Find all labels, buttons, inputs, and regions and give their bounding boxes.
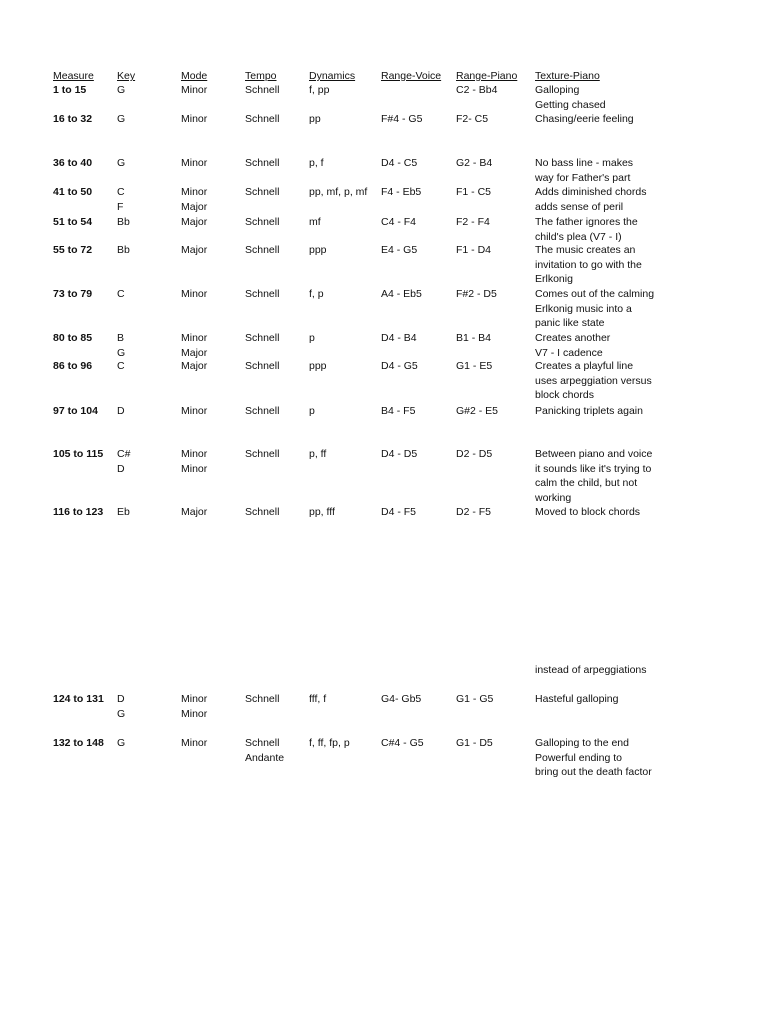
cell-mode-line: Minor bbox=[181, 462, 208, 475]
cell-tempo-line: Schnell bbox=[245, 84, 280, 96]
cell-tempo-line: Schnell bbox=[245, 360, 280, 372]
cell-key-line: C bbox=[117, 186, 125, 198]
cell-key-line: B bbox=[117, 332, 125, 344]
cell-mode-line: Major bbox=[181, 506, 208, 518]
cell-texture-line: Powerful ending to bbox=[535, 751, 622, 764]
cell-texture bbox=[535, 505, 640, 520]
cell-range-voice: B4 - F5 bbox=[381, 405, 416, 417]
cell-key bbox=[117, 156, 125, 171]
cell-measure: 116 to 123 bbox=[53, 506, 104, 518]
cell-range-piano: D2 - D5 bbox=[456, 448, 493, 460]
cell-texture bbox=[535, 331, 610, 360]
header-key: Key bbox=[117, 70, 136, 82]
cell-texture-line: Galloping bbox=[535, 84, 580, 96]
cell-mode bbox=[181, 287, 207, 302]
cell-key-line: G bbox=[117, 707, 126, 720]
cell-texture-line: invitation to go with the bbox=[535, 258, 642, 271]
cell-key bbox=[117, 404, 125, 419]
cell-key-line: G bbox=[117, 84, 126, 96]
cell-tempo-line: Schnell bbox=[245, 332, 280, 344]
cell-range-piano: F1 - D4 bbox=[456, 244, 492, 256]
cell-mode-line: Minor bbox=[181, 84, 208, 96]
cell-key bbox=[117, 331, 125, 360]
cell-tempo bbox=[245, 185, 279, 200]
cell-range-piano: G1 - D5 bbox=[456, 737, 493, 749]
cell-texture-line: way for Father's part bbox=[535, 171, 631, 184]
cell-mode-line: Minor bbox=[181, 693, 208, 705]
cell-range-voice: F4 - Eb5 bbox=[381, 186, 422, 198]
cell-texture-line: Creates a playful line bbox=[535, 360, 634, 372]
header-tempo: Tempo bbox=[245, 70, 277, 82]
cell-key-line: D bbox=[117, 693, 125, 705]
cell-measure: 1 to 15 bbox=[53, 84, 87, 96]
cell-texture bbox=[535, 736, 652, 780]
header-dynamics: Dynamics bbox=[309, 70, 356, 82]
cell-key-line: C bbox=[117, 288, 125, 300]
cell-texture bbox=[535, 243, 642, 287]
cell-dynamics: p bbox=[309, 332, 315, 344]
cell-range-voice: D4 - G5 bbox=[381, 360, 418, 372]
cell-tempo-line: Schnell bbox=[245, 288, 280, 300]
cell-key-line: G bbox=[117, 157, 126, 169]
cell-tempo-line: Schnell bbox=[245, 216, 280, 228]
cell-measure: 73 to 79 bbox=[53, 288, 93, 300]
cell-range-voice: D4 - F5 bbox=[381, 506, 417, 518]
cell-mode bbox=[181, 215, 207, 230]
cell-measure: 55 to 72 bbox=[53, 244, 93, 256]
cell-key bbox=[117, 185, 125, 214]
cell-texture-line: child's plea (V7 - I) bbox=[535, 230, 622, 243]
cell-dynamics: mf bbox=[309, 216, 321, 228]
cell-tempo-line: Andante bbox=[245, 751, 285, 764]
cell-measure: 80 to 85 bbox=[53, 332, 93, 344]
cell-mode bbox=[181, 185, 207, 214]
cell-texture bbox=[535, 692, 618, 707]
cell-texture-line: Comes out of the calming bbox=[535, 288, 655, 300]
cell-texture bbox=[535, 215, 638, 244]
cell-texture-line: Galloping to the end bbox=[535, 737, 629, 749]
cell-key-line: F bbox=[117, 200, 124, 213]
cell-dynamics: f, p bbox=[309, 288, 324, 300]
cell-texture-line: The father ignores the bbox=[535, 216, 638, 228]
cell-key bbox=[117, 83, 125, 98]
cell-texture-line: Moved to block chords bbox=[535, 506, 641, 518]
header-range-voice: Range-Voice bbox=[381, 70, 442, 82]
cell-dynamics: p, ff bbox=[309, 448, 327, 460]
cell-texture bbox=[535, 156, 633, 185]
cell-dynamics: ppp bbox=[309, 244, 327, 256]
cell-tempo bbox=[245, 112, 279, 127]
cell-texture bbox=[535, 287, 654, 331]
cell-texture-line: Creates another bbox=[535, 332, 611, 344]
cell-measure: 132 to 148 bbox=[53, 737, 104, 749]
cell-range-voice: A4 - Eb5 bbox=[381, 288, 422, 300]
cell-range-voice: D4 - B4 bbox=[381, 332, 417, 344]
cell-texture-line: Erlkonig bbox=[535, 273, 573, 285]
cell-texture-line: Hasteful galloping bbox=[535, 693, 619, 705]
cell-mode bbox=[181, 331, 207, 360]
cell-mode bbox=[181, 736, 207, 751]
cell-range-voice: C#4 - G5 bbox=[381, 737, 424, 749]
cell-range-piano: C2 - Bb4 bbox=[456, 84, 498, 96]
cell-measure: 124 to 131 bbox=[53, 693, 104, 705]
cell-tempo bbox=[245, 505, 279, 520]
cell-key-line: D bbox=[117, 405, 125, 417]
header-texture-piano: Texture-Piano bbox=[535, 70, 600, 82]
cell-range-piano: G2 - B4 bbox=[456, 157, 493, 169]
cell-key bbox=[117, 359, 125, 374]
cell-key bbox=[117, 692, 125, 721]
cell-range-voice: D4 - C5 bbox=[381, 157, 418, 169]
cell-range-voice: C4 - F4 bbox=[381, 216, 417, 228]
cell-texture-line: it sounds like it's trying to bbox=[535, 462, 652, 475]
cell-mode-line: Minor bbox=[181, 332, 208, 344]
cell-tempo bbox=[245, 447, 279, 462]
cell-measure: 41 to 50 bbox=[53, 186, 93, 198]
cell-mode-line: Major bbox=[181, 244, 208, 256]
cell-measure: 105 to 115 bbox=[53, 448, 104, 460]
cell-texture bbox=[535, 447, 652, 505]
cell-key bbox=[117, 447, 130, 476]
cell-key bbox=[117, 505, 130, 520]
cell-dynamics: pp bbox=[309, 113, 321, 125]
cell-texture-line: Erlkonig music into a bbox=[535, 302, 632, 315]
cell-tempo bbox=[245, 404, 279, 419]
cell-mode-line: Minor bbox=[181, 186, 208, 198]
cell-texture-line: Panicking triplets again bbox=[535, 405, 643, 417]
header-mode: Mode bbox=[181, 70, 208, 82]
cell-mode-line: Minor bbox=[181, 405, 208, 417]
cell-tempo-line: Schnell bbox=[245, 186, 280, 198]
cell-mode bbox=[181, 156, 207, 171]
cell-key-line: G bbox=[117, 737, 126, 749]
cell-range-piano: F2 - F4 bbox=[456, 216, 490, 228]
cell-mode-line: Major bbox=[181, 200, 208, 213]
cell-texture-line: No bass line - makes bbox=[535, 157, 634, 169]
cell-range-piano: F1 - C5 bbox=[456, 186, 492, 198]
cell-mode bbox=[181, 243, 207, 258]
cell-mode-line: Minor bbox=[181, 157, 208, 169]
header-measure: Measure bbox=[53, 70, 94, 82]
cell-dynamics: fff, f bbox=[309, 693, 327, 705]
cell-texture-line: working bbox=[535, 491, 572, 504]
cell-texture-line: V7 - I cadence bbox=[535, 346, 603, 359]
cell-texture-line: Getting chased bbox=[535, 98, 606, 111]
cell-key-line: G bbox=[117, 346, 126, 359]
cell-mode bbox=[181, 447, 207, 476]
cell-texture-line: The music creates an bbox=[535, 244, 636, 256]
cell-dynamics: f, pp bbox=[309, 84, 330, 96]
cell-tempo-line: Schnell bbox=[245, 737, 280, 749]
cell-dynamics: p bbox=[309, 405, 315, 417]
cell-measure: 36 to 40 bbox=[53, 157, 93, 169]
cell-tempo bbox=[245, 331, 279, 346]
cell-texture-line: instead of arpeggiations bbox=[535, 664, 647, 676]
cell-mode-line: Minor bbox=[181, 707, 208, 720]
cell-key bbox=[117, 287, 125, 302]
cell-texture-line: uses arpeggiation versus bbox=[535, 374, 652, 387]
cell-texture bbox=[535, 404, 643, 419]
cell-tempo bbox=[245, 736, 284, 765]
cell-measure: 86 to 96 bbox=[53, 360, 93, 372]
cell-tempo-line: Schnell bbox=[245, 693, 280, 705]
cell-tempo bbox=[245, 692, 279, 707]
cell-key-line: Bb bbox=[117, 216, 130, 228]
cell-range-piano: F#2 - D5 bbox=[456, 288, 497, 300]
cell-key-line: G bbox=[117, 113, 126, 125]
cell-mode-line: Major bbox=[181, 216, 208, 228]
cell-range-piano: G#2 - E5 bbox=[456, 405, 499, 417]
cell-range-piano: D2 - F5 bbox=[456, 506, 492, 518]
cell-texture bbox=[535, 663, 647, 678]
cell-mode bbox=[181, 404, 207, 419]
cell-texture-line: calm the child, but not bbox=[535, 477, 638, 489]
cell-measure: 51 to 54 bbox=[53, 216, 93, 228]
cell-tempo-line: Schnell bbox=[245, 113, 280, 125]
cell-key-line: Eb bbox=[117, 506, 130, 518]
cell-mode bbox=[181, 505, 207, 520]
cell-dynamics: f, ff, fp, p bbox=[309, 737, 350, 749]
cell-dynamics: pp, mf, p, mf bbox=[309, 186, 368, 198]
cell-range-piano: F2- C5 bbox=[456, 113, 489, 125]
cell-key-line: D bbox=[117, 462, 125, 475]
cell-texture bbox=[535, 185, 646, 214]
cell-key bbox=[117, 243, 130, 258]
cell-texture bbox=[535, 83, 606, 112]
cell-key-line: C bbox=[117, 360, 125, 372]
cell-mode bbox=[181, 83, 207, 98]
cell-measure: 16 to 32 bbox=[53, 113, 93, 125]
cell-range-piano: B1 - B4 bbox=[456, 332, 492, 344]
cell-range-voice: D4 - D5 bbox=[381, 448, 418, 460]
cell-key-line: C# bbox=[117, 448, 131, 460]
cell-mode bbox=[181, 692, 207, 721]
cell-range-piano: G1 - G5 bbox=[456, 693, 494, 705]
cell-key bbox=[117, 736, 125, 751]
cell-dynamics: ppp bbox=[309, 360, 327, 372]
cell-tempo-line: Schnell bbox=[245, 405, 280, 417]
cell-range-voice: E4 - G5 bbox=[381, 244, 418, 256]
cell-tempo bbox=[245, 287, 279, 302]
header-range-piano: Range-Piano bbox=[456, 70, 518, 82]
cell-tempo bbox=[245, 83, 279, 98]
cell-tempo-line: Schnell bbox=[245, 157, 280, 169]
cell-tempo bbox=[245, 243, 279, 258]
cell-texture-line: panic like state bbox=[535, 317, 605, 329]
cell-key bbox=[117, 215, 130, 230]
cell-range-voice: G4- Gb5 bbox=[381, 693, 422, 705]
cell-texture bbox=[535, 359, 652, 403]
cell-mode-line: Major bbox=[181, 346, 208, 359]
cell-mode-line: Minor bbox=[181, 737, 208, 749]
cell-texture-line: Between piano and voice bbox=[535, 448, 653, 460]
cell-texture-line: block chords bbox=[535, 389, 594, 401]
cell-range-piano: G1 - E5 bbox=[456, 360, 493, 372]
cell-tempo-line: Schnell bbox=[245, 448, 280, 460]
cell-key-line: Bb bbox=[117, 244, 130, 256]
cell-mode-line: Minor bbox=[181, 448, 208, 460]
cell-mode-line: Minor bbox=[181, 113, 208, 125]
cell-dynamics: p, f bbox=[309, 157, 324, 169]
cell-mode bbox=[181, 112, 207, 127]
cell-texture-line: bring out the death factor bbox=[535, 766, 652, 778]
cell-tempo bbox=[245, 156, 279, 171]
cell-tempo-line: Schnell bbox=[245, 506, 280, 518]
cell-tempo bbox=[245, 215, 279, 230]
cell-mode bbox=[181, 359, 207, 374]
cell-mode-line: Major bbox=[181, 360, 208, 372]
cell-texture bbox=[535, 112, 634, 127]
cell-texture-line: Chasing/eerie feeling bbox=[535, 113, 634, 125]
cell-tempo bbox=[245, 359, 279, 374]
cell-tempo-line: Schnell bbox=[245, 244, 280, 256]
cell-measure: 97 to 104 bbox=[53, 405, 98, 417]
cell-texture-line: Adds diminished chords bbox=[535, 186, 647, 198]
cell-key bbox=[117, 112, 125, 127]
cell-dynamics: pp, fff bbox=[309, 506, 335, 518]
cell-mode-line: Minor bbox=[181, 288, 208, 300]
cell-range-voice: F#4 - G5 bbox=[381, 113, 423, 125]
cell-texture-line: adds sense of peril bbox=[535, 200, 624, 213]
